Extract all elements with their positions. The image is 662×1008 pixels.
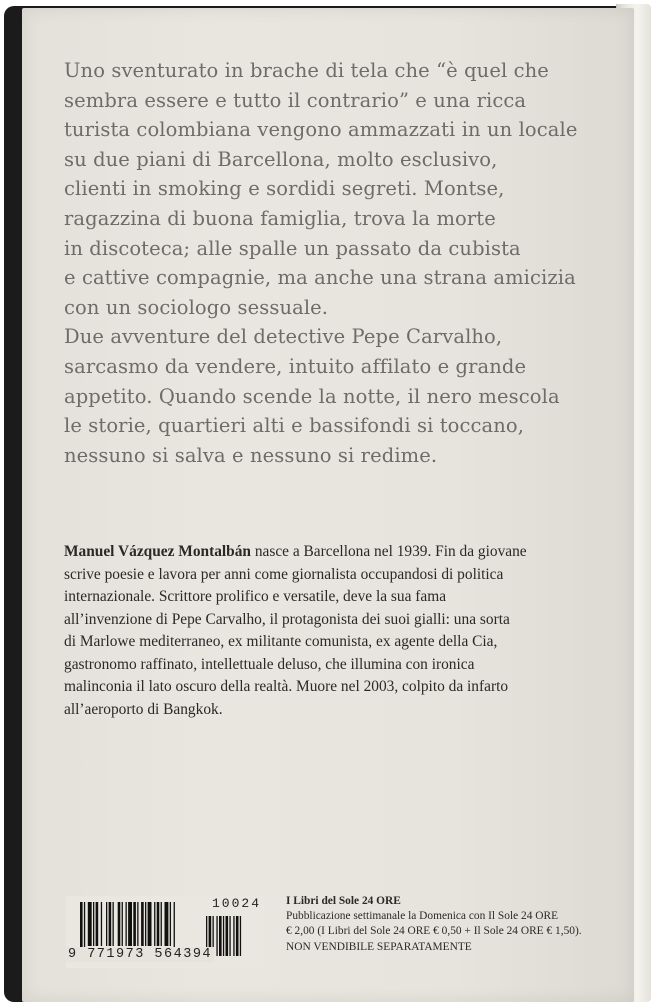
barcode-bar [165, 902, 169, 946]
barcode-addon-bar [226, 916, 229, 956]
bio-line: gastronomo raffinato, intellettuale deluso, che illumina con ironica [64, 655, 475, 673]
bio-line: di Marlowe mediterraneo, ex militante comunista, ex agente della Cia, [64, 633, 498, 650]
barcode-addon-bar [216, 916, 217, 956]
blurb-line: Uno sventurato in brache di tela che “è quel che [64, 59, 549, 82]
barcode-addon-bar [236, 916, 239, 956]
barcode-number: 9 771973 564394 [68, 947, 213, 962]
barcode-bar [133, 902, 136, 946]
bio-line: internazionale. Scrittore prolifico e versatile, deve la sua fama [64, 588, 447, 605]
barcode-bar [118, 902, 121, 946]
bio-line: malinconia il lato oscuro della realtà. Muore nel 2003, colpito da infarto [64, 678, 509, 695]
barcode-bar [109, 902, 112, 946]
barcode-bar [157, 902, 160, 946]
barcode-addon-bar [229, 916, 230, 956]
blurb-line: appetito. Quando scende la notte, il nero mescola [64, 384, 560, 408]
barcode-bar [145, 902, 146, 946]
barcode-bar [113, 902, 114, 946]
blurb-line: su due piani di Barcellona, molto esclusivo, [64, 147, 498, 171]
bio-line [64, 541, 604, 564]
barcode-addon-bar [219, 916, 222, 956]
barcode-bar [161, 902, 162, 946]
barcode-bar [96, 902, 99, 946]
blurb-line: in discoteca; alle spalle un passato da cubista [64, 236, 521, 260]
blurb-line: nessuno si salva e nessuno si redime. [64, 443, 438, 467]
barcode-bar [84, 902, 85, 952]
barcode-bar [88, 902, 92, 946]
barcode-bar [106, 902, 107, 946]
author-name: Manuel Vázquez Montalbán [64, 543, 251, 560]
publisher-title: I Libri del Sole 24 ORE [286, 895, 401, 907]
barcode-bar [154, 902, 155, 946]
barcode-bar [148, 902, 152, 946]
blurb-line: Due avventure del detective Pepe Carvalho, [64, 325, 503, 349]
publisher-info [286, 894, 582, 955]
blurb-line: turista colombiana vengono ammazzati in un locale [64, 118, 578, 142]
barcode-bar [174, 902, 175, 952]
barcode-bar [93, 902, 94, 946]
blurb-line: ragazzina di buona famiglia, trova la morte [64, 206, 496, 230]
barcode-bar [137, 902, 138, 946]
barcode-bar [122, 902, 123, 946]
barcode-bar [80, 902, 83, 952]
barcode-bar [141, 902, 144, 946]
bio-line: scrive poesie e lavora per anni come giornalista occupandosi di politica [64, 565, 504, 583]
barcode-addon-number: 10024 [212, 896, 262, 911]
barcode-bar [170, 902, 171, 946]
barcode-addon-bar [233, 916, 234, 956]
bio-first-line: nasce a Barcellona nel 1939. Fin da giovane [250, 543, 527, 560]
publisher-line: Pubblicazione settimanale la Domenica con Il Sole 24 ORE [286, 910, 559, 923]
blurb-line: e cattive compagnie, ma anche una strana amicizia [64, 266, 576, 290]
barcode-bar [101, 902, 102, 946]
blurb-text [64, 56, 584, 470]
blurb-line: clienti in smoking e sordidi segreti. Montse, [64, 177, 505, 201]
author-bio [64, 541, 604, 721]
blurb-line: le storie, quartieri alti e bassifondi si toccano, [64, 414, 525, 438]
barcode-addon-bar [223, 916, 224, 956]
publisher-line: € 2,00 (I Libri del Sole 24 ORE € 0,50 + Il Sole 24 ORE € 1,50). [286, 925, 582, 938]
blurb-line: sarcasmo da vendere, intuito affilato e grande [64, 354, 527, 378]
publisher-line: NON VENDIBILE SEPARATAMENTE [286, 940, 472, 953]
bio-line: all’aeroporto di Bangkok. [64, 700, 223, 718]
bio-line: all’invenzione di Pepe Carvalho, il protagonista dei suoi gialli: una sorta [64, 610, 510, 628]
barcode-bar [126, 902, 127, 946]
barcode-addon-bar [240, 916, 241, 956]
barcode-bar [128, 902, 132, 946]
blurb-line: con un sociologo sessuale. [64, 295, 329, 319]
blurb-line: sembra essere e tutto il contrario” e una ricca [64, 88, 527, 112]
